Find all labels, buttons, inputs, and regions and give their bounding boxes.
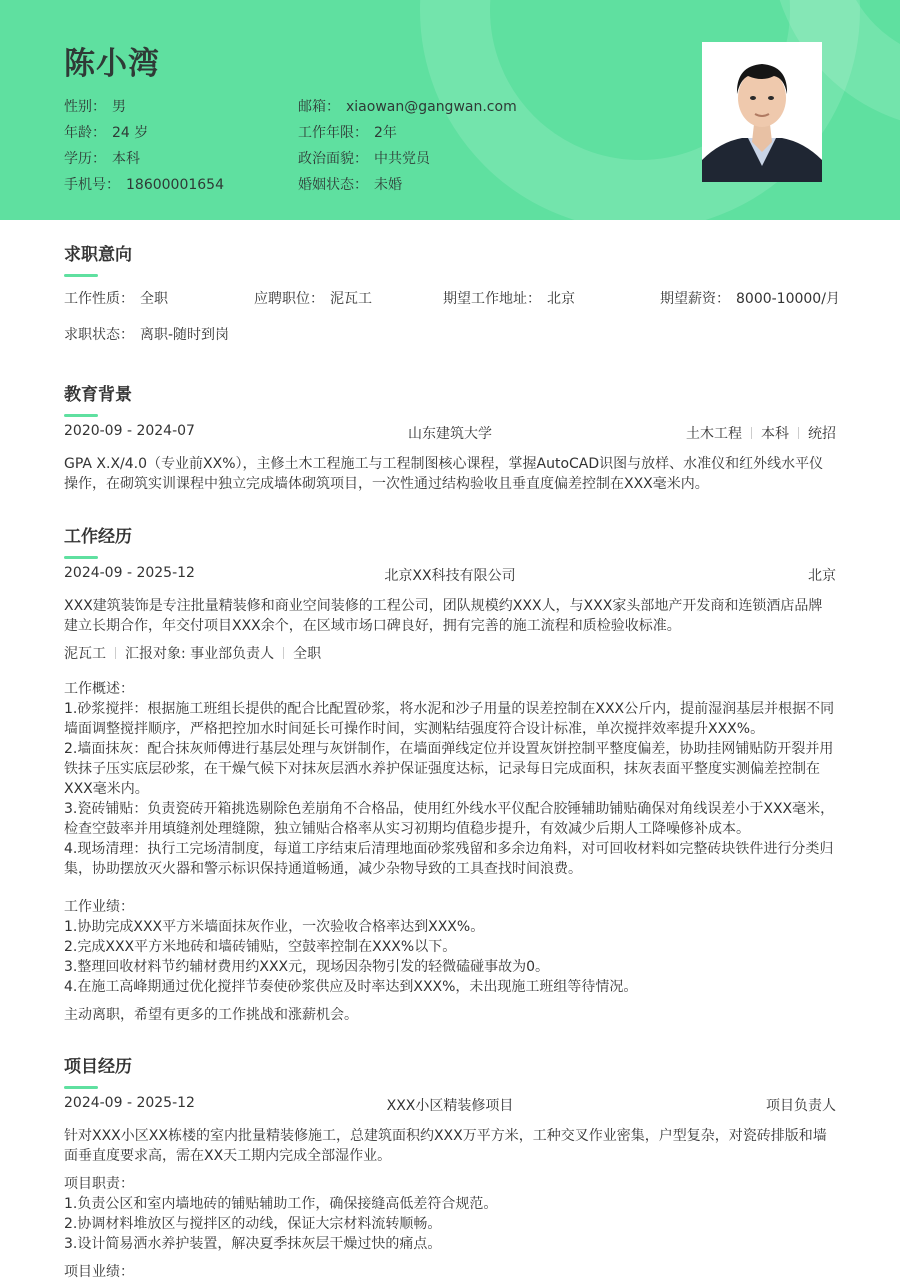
section-education [64, 380, 836, 417]
work-overview-item: 3.瓷砖铺贴：负责瓷砖开箱挑选剔除色差崩角不合格品，使用红外线水平仪配合胶锤辅助铺贴确保对角线误差小于XXX毫米，检查空鼓率并用填缝剂处理缝隙，独立铺贴合格率从实习初期均值稳步提升，有效减少后期人工降噪修补成本。 [64, 801, 835, 837]
project-role: 项目负责人 [766, 1098, 836, 1114]
person-portrait-icon [702, 42, 822, 182]
work-city: 北京 [808, 568, 836, 584]
work-overview-item: 2.墙面抹灰：配合抹灰师傅进行基层处理与灰饼制作，在墙面弹线定位并设置灰饼控制平整度偏差，协助挂网铺贴防开裂并用铁抹子压实底层砂浆，在干燥气候下对抹灰层洒水养护保证强度达标，记录每日完成面积，抹灰表面平整度实测偏差控制在XXX毫米内。 [64, 741, 834, 797]
work-achievement-item: 1.协助完成XXX平方米墙面抹灰作业，一次验收合格率达到XXX%。 [64, 919, 485, 935]
work-achievement-item: 3.整理回收材料节约辅材费用约XXX元，现场因杂物引发的轻微磕碰事故为0。 [64, 959, 550, 975]
project-duty-item: 1.负责公区和室内墙地砖的铺贴辅助工作，确保接缝高低差符合规范。 [64, 1196, 498, 1212]
intent-salary: 期望薪资： 8000-10000/月 [660, 291, 840, 307]
profile-photo [702, 42, 822, 182]
education-tags: 土木工程 本科 统招 [686, 426, 836, 442]
section-title: 求职意向 [64, 245, 132, 265]
work-overview [64, 679, 836, 879]
section-underline [64, 1086, 98, 1089]
info-phone: 手机号： 18600001654 [64, 177, 224, 193]
info-work-years: 工作年限： 2年 [298, 125, 397, 141]
work-tags: 泥瓦工 汇报对象: 事业部负责人 全职 [64, 646, 322, 662]
divider [283, 647, 284, 659]
section-title: 工作经历 [64, 527, 132, 547]
section-underline [64, 556, 98, 559]
work-leave-reason: 主动离职，希望有更多的工作挑战和涨薪机会。 [64, 1007, 358, 1023]
info-email: 邮箱： xiaowan@gangwan.com [298, 99, 517, 115]
work-overview-title: 工作概述： [64, 681, 134, 697]
section-title: 项目经历 [64, 1057, 132, 1077]
info-marital-status: 婚姻状态： 未婚 [298, 177, 402, 193]
intent-job-type: 工作性质： 全职 [64, 291, 168, 307]
divider [751, 427, 752, 439]
project-duties [64, 1174, 836, 1254]
education-school: 山东建筑大学 [408, 426, 492, 442]
section-title: 教育背景 [64, 385, 132, 405]
project-name: XXX小区精装修项目 [386, 1098, 514, 1114]
info-age: 年龄： 24 岁 [64, 125, 149, 141]
work-date: 2024-09 - 2025-12 [64, 565, 195, 581]
info-gender: 性别： 男 [64, 99, 126, 115]
education-date: 2020-09 - 2024-07 [64, 423, 195, 439]
section-underline [64, 274, 98, 277]
intent-position: 应聘职位： 泥瓦工 [254, 291, 372, 307]
candidate-name: 陈小湾 [64, 46, 160, 82]
project-description: 针对XXX小区XX栋楼的室内批量精装修施工，总建筑面积约XXX万平方米，工种交叉作业密集，户型复杂，对瓷砖排版和墙面垂直度要求高，需在XX天工期内完成全部湿作业。 [64, 1128, 827, 1164]
intent-location: 期望工作地址： 北京 [443, 291, 575, 307]
work-company-description: XXX建筑装饰是专注批量精装修和商业空间装修的工程公司，团队规模约XXX人，与XXX家头部地产开发商和连锁酒店品牌建立长期合作，年交付项目XXX余个，在区域市场口碑良好，拥有完善的施工流程和质检验收标准。 [64, 598, 823, 634]
section-underline [64, 414, 98, 417]
work-overview-item: 4.现场清理：执行工完场清制度，每道工序结束后清理地面砂浆残留和多余边角料，对可回收材料如完整砖块铁件进行分类归集，协助摆放灭火器和警示标识保持通道畅通，减少杂物导致的工具查找时间浪费。 [64, 841, 834, 877]
section-project [64, 1052, 836, 1089]
work-header-row [64, 565, 836, 585]
divider [115, 647, 116, 659]
work-achievement-item: 4.在施工高峰期通过优化搅拌节奏使砂浆供应及时率达到XXX%，未出现施工班组等待情况。 [64, 979, 638, 995]
section-work [64, 522, 836, 559]
project-duty-item: 3.设计简易洒水养护装置，解决夏季抹灰层干燥过快的痛点。 [64, 1236, 442, 1252]
work-achievements [64, 897, 836, 997]
resume-header [0, 0, 900, 220]
project-results-title: 项目业绩： [64, 1264, 134, 1280]
divider [798, 427, 799, 439]
section-job-intent [64, 240, 836, 277]
work-company: 北京XX科技有限公司 [384, 568, 516, 584]
education-description: GPA X.X/4.0（专业前XX%），主修土木工程施工与工程制图核心课程，掌握AutoCAD识图与放样、水准仪和红外线水平仪操作，在砌筑实训课程中独立完成墙体砌筑项目，一次性通过结构验收且垂直度偏差控制在XXX毫米内。 [64, 456, 824, 492]
work-achievements-title: 工作业绩： [64, 899, 134, 915]
project-duty-item: 2.协调材料堆放区与搅拌区的动线，保证大宗材料流转顺畅。 [64, 1216, 442, 1232]
project-duties-title: 项目职责： [64, 1176, 134, 1192]
info-education: 学历： 本科 [64, 151, 140, 167]
info-political-status: 政治面貌： 中共党员 [298, 151, 430, 167]
intent-status: 求职状态： 离职-随时到岗 [64, 327, 230, 343]
project-date: 2024-09 - 2025-12 [64, 1095, 195, 1111]
education-header-row [64, 423, 836, 443]
project-header-row [64, 1095, 836, 1115]
work-achievement-item: 2.完成XXX平方米地砖和墙砖铺贴，空鼓率控制在XXX%以下。 [64, 939, 457, 955]
work-overview-item: 1.砂浆搅拌：根据施工班组长提供的配合比配置砂浆，将水泥和沙子用量的误差控制在XXX公斤内，提前湿润基层并根据不同墙面调整搅拌顺序，严格把控加水时间延长可操作时间，实测粘结强度符合设计标准，单次搅拌效率提升XXX%。 [64, 701, 835, 737]
